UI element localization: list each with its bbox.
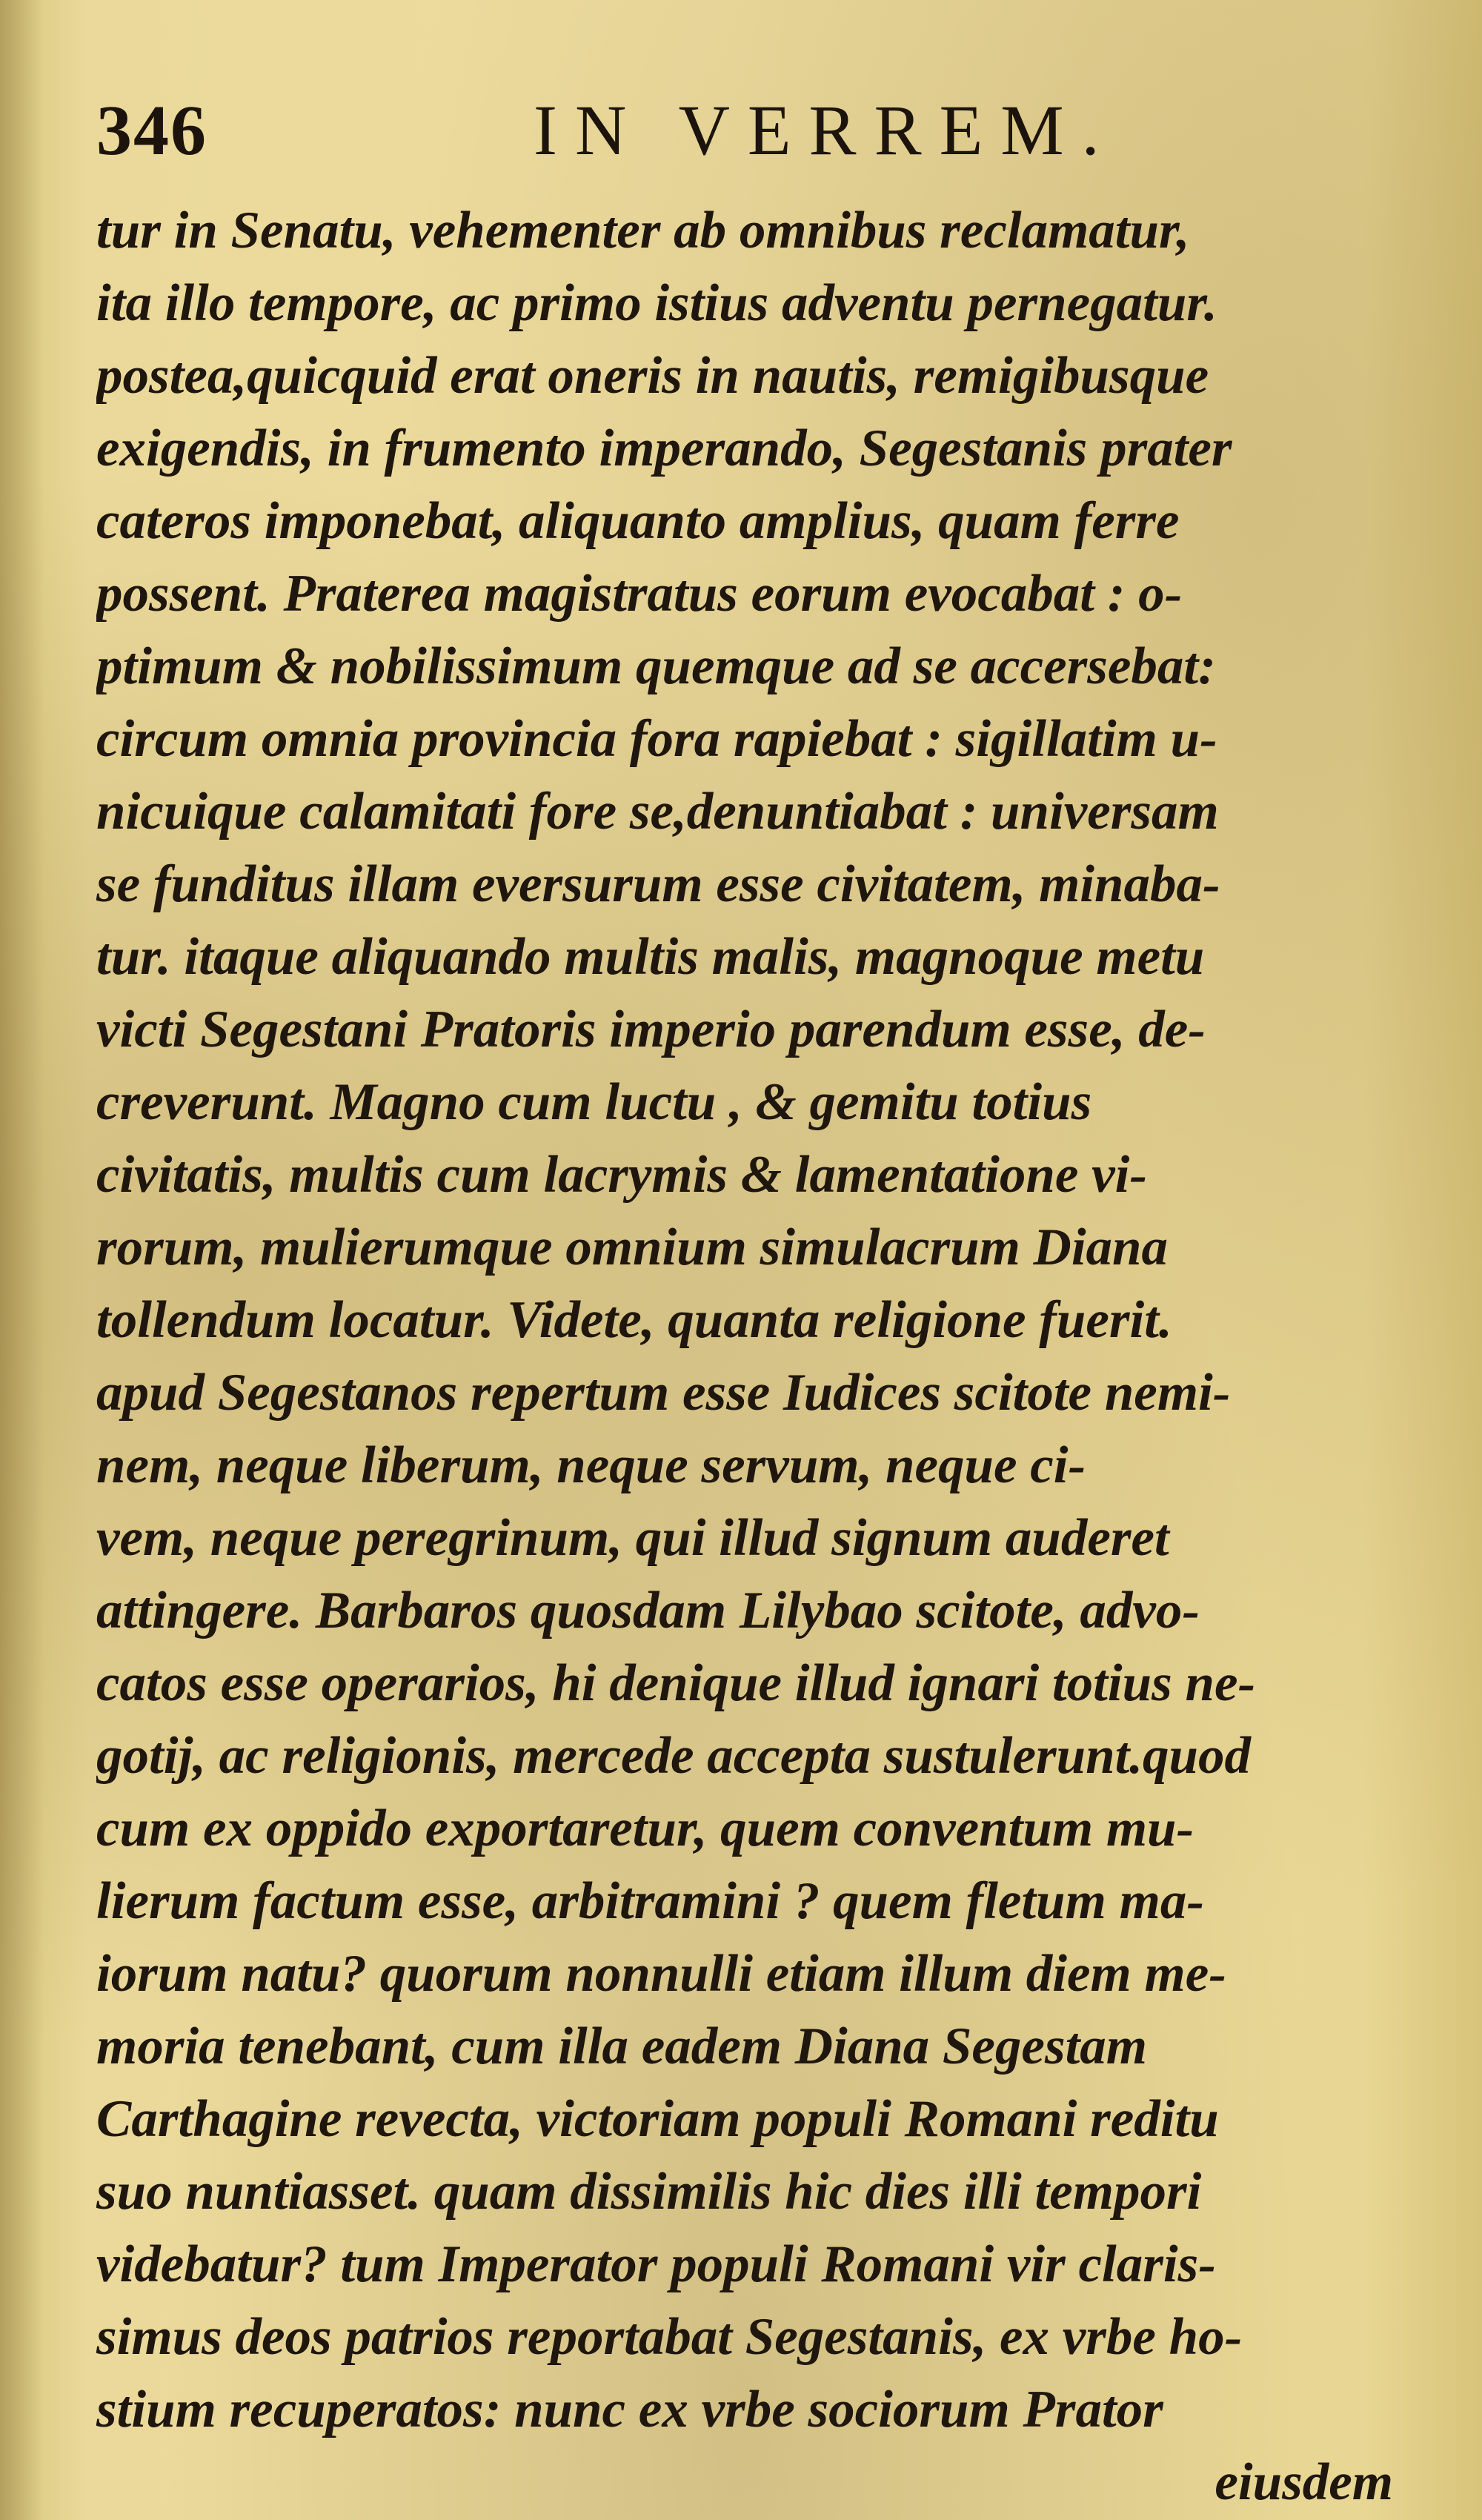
text-line: stium recuperatos: nunc ex vrbe sociorum Prator <box>96 2381 1163 2438</box>
text-line: possent. Praterea magistratus eorum evocabat : o- <box>96 565 1183 623</box>
text-line: tur in Senatu, vehementer ab omnibus reclamatur, <box>96 202 1190 259</box>
gutter-shadow <box>0 0 44 2520</box>
text-line: nem, neque liberum, neque servum, neque ci- <box>96 1436 1086 1494</box>
text-line: cum ex oppido exportaretur, quem conventum mu- <box>96 1800 1194 1857</box>
text-line: creverunt. Magno cum luctu , & gemitu totius <box>96 1073 1092 1131</box>
text-line: cateros imponebat, aliquanto amplius, quam ferre <box>96 492 1180 550</box>
text-line: moria tenebant, cum illa eadem Diana Segestam <box>96 2017 1148 2075</box>
text-line: civitatis, multis cum lacrymis & lamentatione vi- <box>96 1146 1147 1204</box>
text-line: rorum, mulierumque omnium simulacrum Diana <box>96 1218 1169 1276</box>
text-line: attingere. Barbaros quosdam Lilybao scitote, advo- <box>96 1582 1200 1639</box>
running-title: IN VERREM. <box>534 90 1117 170</box>
page-number: 346 <box>96 90 207 170</box>
text-line: lierum factum esse, arbitramini ? quem fletum ma- <box>96 1872 1204 1930</box>
text-line: ptimum & nobilissimum quemque ad se accersebat: <box>96 637 1216 695</box>
text-line: tur. itaque aliquando multis malis, magnoque metu <box>96 928 1205 986</box>
text-line: catos esse operarios, hi denique illud ignari totius ne- <box>96 1654 1256 1712</box>
text-line: suo nuntiasset. quam dissimilis hic dies illi tempori <box>96 2163 1202 2221</box>
text-line: se funditus illam eversurum esse civitatem, minaba- <box>96 855 1220 913</box>
text-line: Carthagine revecta, victoriam populi Romani reditu <box>96 2090 1219 2148</box>
text-line: nicuique calamitati fore se,denuntiabat : universam <box>96 783 1219 840</box>
text-line: simus deos patrios reportabat Segestanis, ex vrbe ho- <box>96 2308 1243 2366</box>
body-text <box>96 194 1400 2519</box>
text-line: apud Segestanos repertum esse Iudices scitote nemi- <box>96 1364 1231 1422</box>
text-line: victi Segestani Pratoris imperio parendum esse, de- <box>96 1001 1206 1058</box>
catchword: eiusdem <box>1214 2453 1393 2511</box>
text-line: postea,quicquid erat oneris in nautis, remigibusque <box>96 347 1209 405</box>
text-line: exigendis, in frumento imperando, Segestanis prater <box>96 420 1232 477</box>
text-line: ita illo tempore, ac primo istius adventu pernegatur. <box>96 274 1217 332</box>
text-line: gotij, ac religionis, mercede accepta sustulerunt.quod <box>96 1727 1252 1785</box>
text-line: circum omnia provincia fora rapiebat : sigillatim u- <box>96 710 1217 768</box>
text-line: tollendum locatur. Videte, quanta religione fuerit. <box>96 1291 1172 1349</box>
text-line: vem, neque peregrinum, qui illud signum auderet <box>96 1509 1169 1567</box>
running-head <box>0 89 1482 170</box>
text-line: videbatur? tum Imperator populi Romani vir claris- <box>96 2235 1216 2293</box>
text-line: iorum natu? quorum nonnulli etiam illum diem me- <box>96 1945 1226 2003</box>
